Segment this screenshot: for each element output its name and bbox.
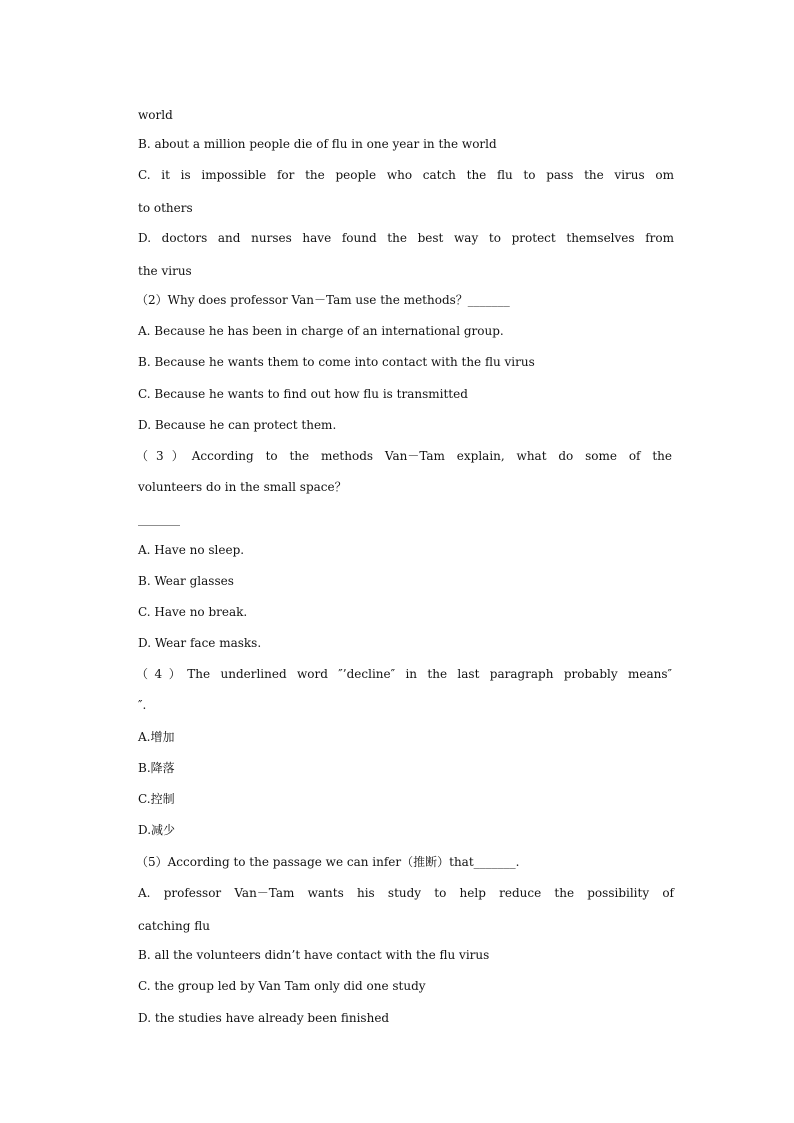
q1-option-d-cont: the virus [138,264,192,278]
q1-option-c-cont: to others [138,201,193,215]
q4-option-c: C.控制 [138,792,175,806]
q3-option-b: B. Wear glasses [138,574,234,588]
q5-option-a: A. professor Van－Tam wants his study to help reduce the possibility of [138,886,674,900]
q2-option-a: A. Because he has been in charge of an international group. [138,324,504,338]
q2-option-c: C. Because he wants to find out how flu is transmitted [138,387,468,401]
q5-option-b: B. all the volunteers didn’t have contact with the flu virus [138,948,490,962]
question-3-blank: _______ [138,512,180,526]
question-4: （4）The underlined word ″’decline″ in the last paragraph probably means″ [136,667,672,681]
q4-option-d: D.减少 [138,823,176,837]
q5-option-c: C. the group led by Van Tam only did one study [138,979,426,993]
q2-option-b: B. Because he wants them to come into contact with the flu virus [138,355,535,369]
q5-option-d: D. the studies have already been finished [138,1011,390,1025]
q1-option-d: D. doctors and nurses have found the best way to protect themselves from [138,231,674,245]
continued-option-text: world [138,108,173,122]
q3-option-d: D. Wear face masks. [138,636,262,650]
q5-option-a-cont: catching flu [138,919,210,933]
question-3-cont: volunteers do in the small space？ [138,480,347,494]
question-4-cont: ″. [138,698,147,712]
q3-option-a: A. Have no sleep. [138,543,245,557]
q2-option-d: D. Because he can protect them. [138,418,337,432]
question-5: （5）According to the passage we can infer（推断）that_______. [136,855,520,869]
q1-option-c: C. it is impossible for the people who catch the flu to pass the virus om [138,168,674,182]
question-3: （3）According to the methods Van－Tam explain, what do some of the [136,449,672,463]
q4-option-a: A.增加 [138,730,175,744]
q4-option-b: B.降落 [138,761,175,775]
q3-option-c: C. Have no break. [138,605,248,619]
q1-option-b: B. about a million people die of flu in one year in the world [138,137,497,151]
question-2: （2）Why does professor Van－Tam use the methods？_______ [136,293,510,307]
